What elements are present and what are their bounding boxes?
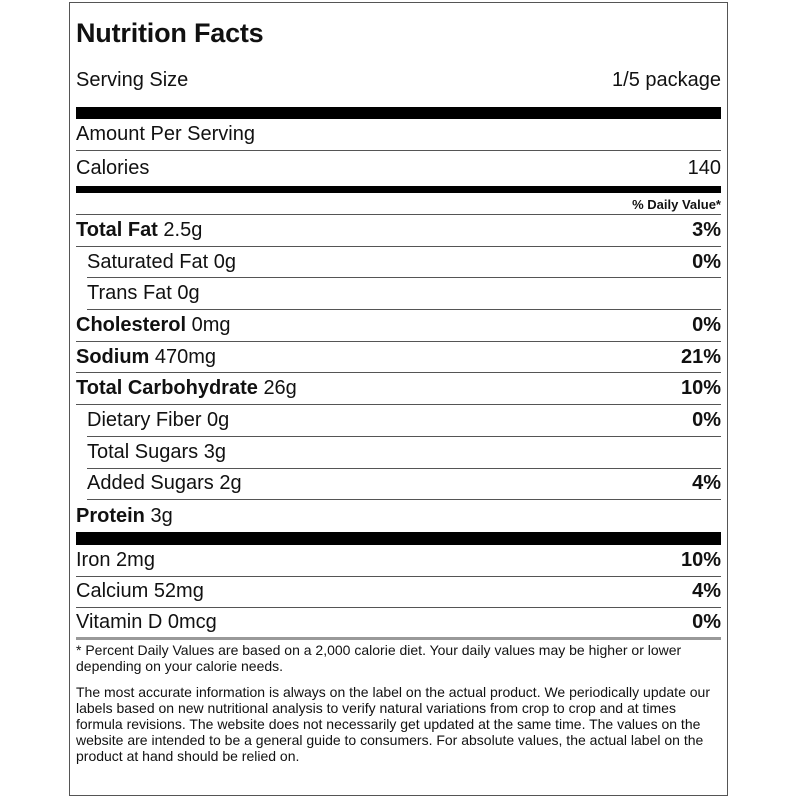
nutrient-label: Trans Fat (87, 282, 172, 305)
nutrient-row (76, 342, 721, 374)
nutrient-name (76, 346, 216, 369)
nutrient-amount: 0g (177, 282, 200, 305)
nutrient-row (87, 247, 721, 279)
nutrient-amount: 0mg (191, 313, 231, 336)
nutrient-label: Added Sugars (87, 472, 214, 495)
vitamin-label: Calcium (76, 580, 149, 603)
vitamin-list (76, 545, 721, 640)
serving-size-row (76, 64, 721, 96)
label-title: Nutrition Facts (76, 18, 264, 48)
nutrient-label: Total Sugars (87, 440, 199, 463)
nutrient-amount: 26g (263, 377, 297, 400)
daily-value-header-text: % Daily Value* (632, 197, 721, 212)
vitamin-row (76, 577, 721, 609)
nutrient-label: Sodium (76, 345, 150, 368)
nutrition-facts-label (69, 2, 728, 796)
nutrient-row (76, 215, 721, 247)
nutrient-label: Protein (76, 504, 145, 527)
nutrient-list (76, 215, 721, 532)
vitamin-daily-value: 4% (692, 580, 721, 603)
nutrient-daily-value: 0% (692, 313, 721, 336)
nutrient-name (76, 505, 173, 528)
nutrient-amount: 2g (219, 472, 242, 495)
nutrient-amount: 470mg (154, 345, 217, 368)
vitamin-amount: 0mcg (167, 611, 217, 634)
nutrient-daily-value: 3% (692, 218, 721, 241)
nutrient-label: Saturated Fat (87, 250, 209, 273)
nutrient-daily-value: 21% (680, 345, 721, 368)
nutrient-row (76, 310, 721, 342)
nutrient-amount: 3g (203, 440, 226, 463)
nutrient-name (87, 472, 242, 495)
nutrient-name (76, 377, 297, 400)
daily-value-footnote: * Percent Daily Values are based on a 2,000 calorie diet. Your daily values may be higher or lower depending on your calorie needs. (76, 642, 682, 675)
vitamin-row (76, 545, 721, 577)
vitamin-row (76, 608, 721, 640)
nutrient-name (76, 314, 231, 337)
vitamin-amount: 2mg (116, 548, 155, 571)
vitamin-name (76, 580, 204, 603)
vitamin-amount: 52mg (153, 580, 204, 603)
nutrient-row (87, 278, 721, 310)
vitamin-name (76, 549, 155, 572)
vitamin-label: Vitamin D (76, 611, 163, 634)
nutrient-label: Dietary Fiber (87, 408, 202, 431)
vitamin-name (76, 611, 217, 634)
protein-divider (76, 532, 721, 545)
calories-row (76, 151, 721, 186)
nutrient-name (87, 441, 226, 464)
nutrient-row (87, 437, 721, 469)
amount-per-serving-label: Amount Per Serving (76, 123, 255, 145)
nutrient-row (76, 500, 721, 532)
nutrient-label: Total Carbohydrate (76, 377, 258, 400)
nutrient-name (87, 409, 229, 432)
nutrient-daily-value: 4% (692, 472, 721, 495)
nutrient-row (87, 469, 721, 501)
serving-size-value: 1/5 package (612, 68, 721, 91)
medium-divider (76, 186, 721, 193)
nutrient-amount: 0g (213, 250, 236, 273)
nutrient-amount: 2.5g (163, 218, 203, 241)
vitamin-daily-value: 10% (680, 548, 721, 571)
nutrient-amount: 3g (150, 504, 173, 527)
nutrient-daily-value: 0% (692, 250, 721, 273)
nutrient-daily-value: 10% (680, 377, 721, 400)
calories-value: 140 (687, 157, 721, 179)
nutrient-name (87, 251, 236, 274)
calories-label: Calories (76, 157, 150, 179)
nutrient-label: Total Fat (76, 218, 158, 241)
vitamin-label: Iron (76, 548, 111, 571)
thick-divider (76, 107, 721, 119)
nutrient-label: Cholesterol (76, 313, 187, 336)
daily-value-header (76, 193, 721, 215)
nutrient-row (76, 373, 721, 405)
nutrient-name (87, 282, 200, 305)
nutrient-row (87, 405, 721, 437)
accuracy-disclaimer: The most accurate information is always on the label on the actual product. We periodically update our labels based on new nutritional analysis to verify natural variations from crop to crop and at times formula revisions. The website does not necessarily get updated at the same time. The values on the website are intended to be a general guide to consumers. For absolute values, the actual label on the product at hand should be relied on. (76, 684, 710, 765)
nutrient-amount: 0g (207, 408, 230, 431)
nutrient-daily-value: 0% (692, 408, 721, 431)
amount-per-serving-row (76, 119, 721, 151)
nutrient-name (76, 219, 202, 242)
serving-size-label: Serving Size (76, 68, 189, 91)
vitamin-daily-value: 0% (692, 611, 721, 634)
